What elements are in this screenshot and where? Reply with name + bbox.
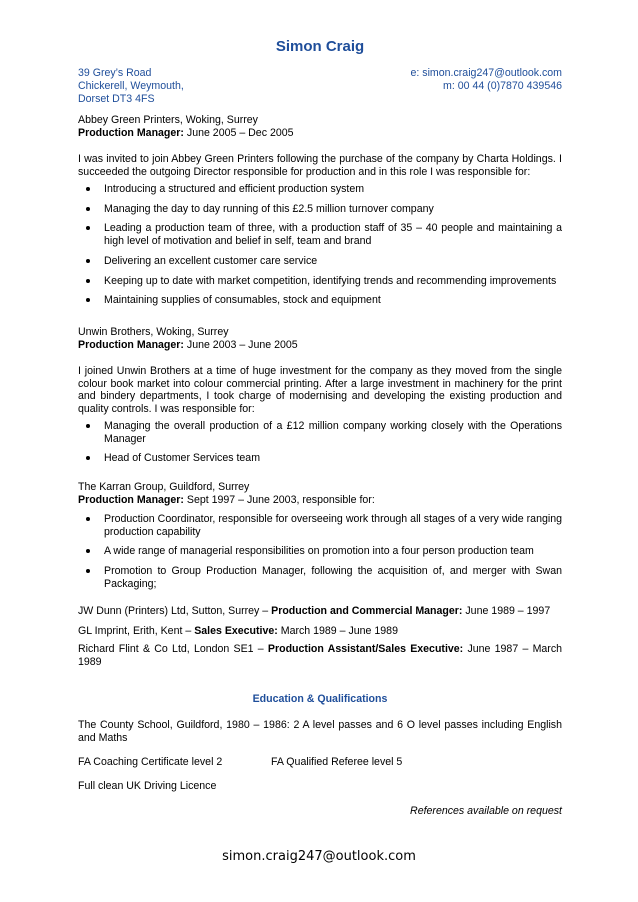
- job-intro: I joined Unwin Brothers at a time of huge investment for the company as they moved from the single colour book market into colour commercial printing. After a large investment in machinery for the print and bindery departments, I took charge of modernising and developing the existing production and quality controls. I was responsible for:: [78, 365, 562, 416]
- page-title: Simon Craig: [275, 38, 365, 55]
- employer: Unwin Brothers, Woking, Surrey: [78, 326, 229, 338]
- role-line: [78, 339, 562, 352]
- list-item: Maintaining supplies of consumables, stock and equipment: [78, 294, 562, 307]
- job-unwin-brothers: [78, 326, 562, 352]
- bullet-icon: [86, 226, 90, 230]
- list-item: Delivering an excellent customer care service: [78, 255, 562, 268]
- role-title: Production Manager:: [78, 127, 184, 139]
- list-item: Managing the day to day running of this £2.5 million turnover company: [78, 203, 562, 216]
- employer: Abbey Green Printers, Woking, Surrey: [78, 114, 258, 126]
- employer: The Karran Group, Guildford, Surrey: [78, 481, 250, 493]
- list-item: Production Coordinator, responsible for overseeing work through all stages of a very wide ranging production capability: [78, 513, 562, 538]
- fa-qualifications: [78, 756, 562, 769]
- bullet-icon: [86, 517, 90, 521]
- footer-email: simon.craig247@outlook.com: [222, 849, 416, 864]
- earlier-role: Richard Flint & Co Ltd, London SE1 – Production Assistant/Sales Executive: June 1987 – March 1989: [78, 643, 563, 668]
- address-line-3: Dorset DT3 4FS: [78, 93, 155, 105]
- list-item: Promotion to Group Production Manager, following the acquisition of, and merger with Swan Packaging;: [78, 565, 562, 590]
- references-note: References available on request: [410, 805, 562, 817]
- bullet-icon: [86, 456, 90, 460]
- job-responsibilities: [78, 183, 562, 307]
- referee-qualification: FA Qualified Referee level 5: [271, 756, 403, 768]
- mobile-number: m: 00 44 (0)7870 439546: [443, 80, 562, 92]
- earlier-role: GL Imprint, Erith, Kent – Sales Executive: March 1989 – June 1989: [78, 625, 398, 637]
- role-line: [78, 127, 562, 140]
- coaching-certificate: FA Coaching Certificate level 2: [78, 756, 223, 768]
- job-responsibilities: [78, 420, 562, 465]
- job-karran-group: [78, 481, 562, 507]
- bullet-icon: [86, 259, 90, 263]
- school-qualifications: The County School, Guildford, 1980 – 1986: 2 A level passes and 6 O level passes including English and Maths: [78, 719, 562, 744]
- role-dates: Sept 1997 – June 2003, responsible for:: [183, 494, 375, 506]
- role-line: [78, 494, 562, 507]
- bullet-icon: [86, 549, 90, 553]
- list-item: Leading a production team of three, with a production staff of 35 – 40 people and maintaining a high level of motivation and belief in self, team and brand: [78, 222, 562, 247]
- address-line-2: Chickerell, Weymouth,: [78, 80, 184, 92]
- role-title: Production Manager:: [78, 339, 184, 351]
- bullet-icon: [86, 569, 90, 573]
- role-title: Production Manager:: [78, 494, 184, 506]
- address-line-1: 39 Grey’s Road: [78, 67, 152, 79]
- role-dates: June 2003 – June 2005: [183, 339, 298, 351]
- list-item: Keeping up to date with market competition, identifying trends and recommending improvements: [78, 275, 562, 288]
- list-item: Managing the overall production of a £12 million company working closely with the Operations Manager: [78, 420, 562, 445]
- bullet-icon: [86, 279, 90, 283]
- list-item: A wide range of managerial responsibilities on promotion into a four person production team: [78, 545, 562, 558]
- contact-details: [411, 67, 563, 93]
- bullet-icon: [86, 187, 90, 191]
- list-item: Introducing a structured and efficient production system: [78, 183, 562, 196]
- job-intro: I was invited to join Abbey Green Printers following the purchase of the company by Charta Holdings. I succeeded the outgoing Director responsible for production and in this role I was responsible for:: [78, 153, 562, 178]
- list-item: Head of Customer Services team: [78, 452, 562, 465]
- bullet-icon: [86, 424, 90, 428]
- postal-address: [78, 67, 184, 106]
- section-title: Education & Qualifications: [252, 693, 388, 705]
- earlier-role: JW Dunn (Printers) Ltd, Sutton, Surrey – Production and Commercial Manager: June 1989 – 1997: [78, 605, 551, 617]
- bullet-icon: [86, 298, 90, 302]
- job-abbey-green: [78, 114, 562, 140]
- email-address: e: simon.craig247@outlook.com: [410, 67, 562, 79]
- bullet-icon: [86, 207, 90, 211]
- role-dates: June 2005 – Dec 2005: [183, 127, 294, 139]
- job-responsibilities: [78, 513, 562, 591]
- driving-licence: Full clean UK Driving Licence: [78, 780, 217, 792]
